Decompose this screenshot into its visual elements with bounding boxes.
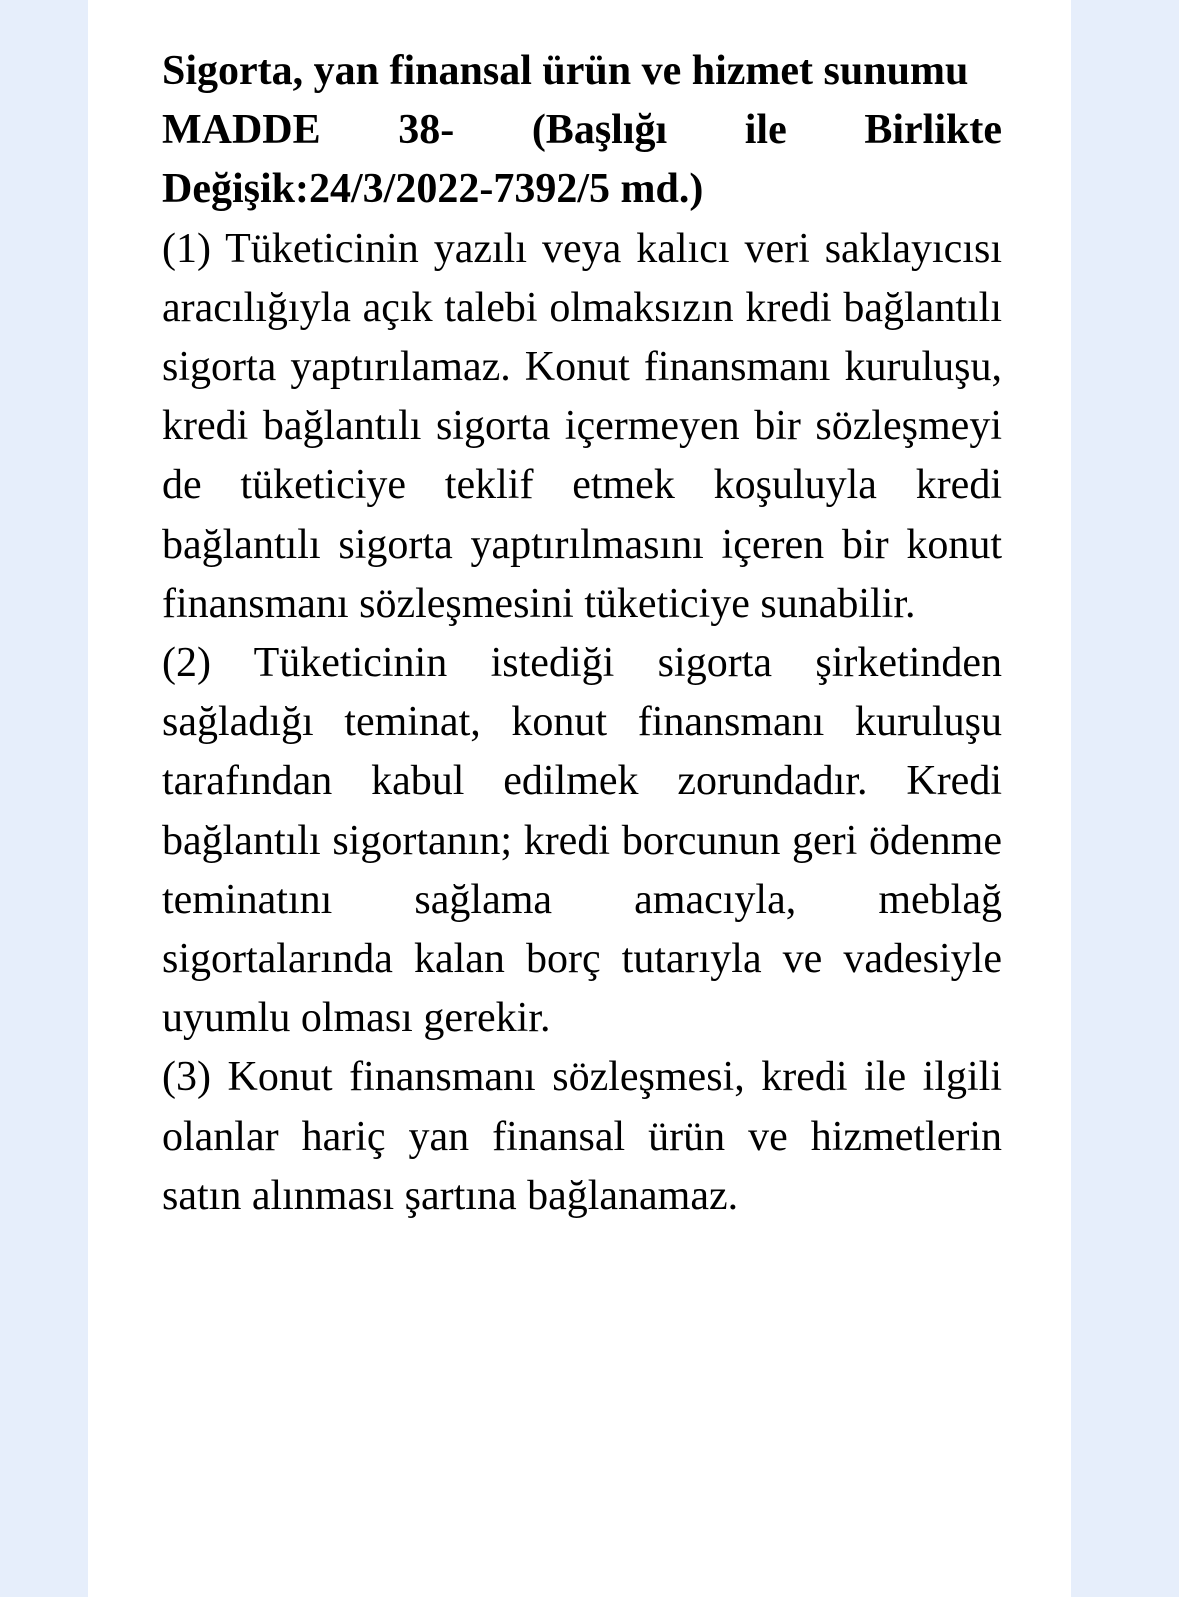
article-title: Sigorta, yan finansal ürün ve hizmet sunumu bbox=[162, 48, 969, 94]
paragraph-2: (2) Tüketicinin istediği sigorta şirketinden sağladığı teminat, konut finansmanı kuruluşu tarafından kabul edilmek zorundadır. Kredi bağlantılı sigortanın; kredi borcunun geri ödenme teminatını sağlama amacıyla, meblağ sigortalarında kalan borç tutarıyla ve vadesiyle uyumlu olması gerekir. bbox=[162, 640, 1002, 1042]
paragraph-1: (1) Tüketicinin yazılı veya kalıcı veri saklayıcısı aracılığıyla açık talebi olmaksızın kredi bağlantılı sigorta yaptırılamaz. Konut finansmanı kuruluşu, kredi bağlantılı sigorta içermeyen bir sözleşmeyi de tüketiciye teklif etmek koşuluyla kredi bağlantılı sigorta yaptırılmasını içeren bir konut finansmanı sözleşmesini tüketiciye sunabilir. bbox=[162, 225, 1002, 627]
article-madde: MADDE 38- (Başlığı ile Birlikte Değişik:24/3/2022-7392/5 md.) bbox=[162, 107, 1002, 213]
paragraph-3: (3) Konut finansmanı sözleşmesi, kredi ile ilgili olanlar hariç yan finansal ürün ve hizmetlerin satın alınması şartına bağlanamaz. bbox=[162, 1054, 1002, 1219]
document-page bbox=[88, 0, 1071, 1597]
article-content bbox=[162, 42, 1002, 1226]
